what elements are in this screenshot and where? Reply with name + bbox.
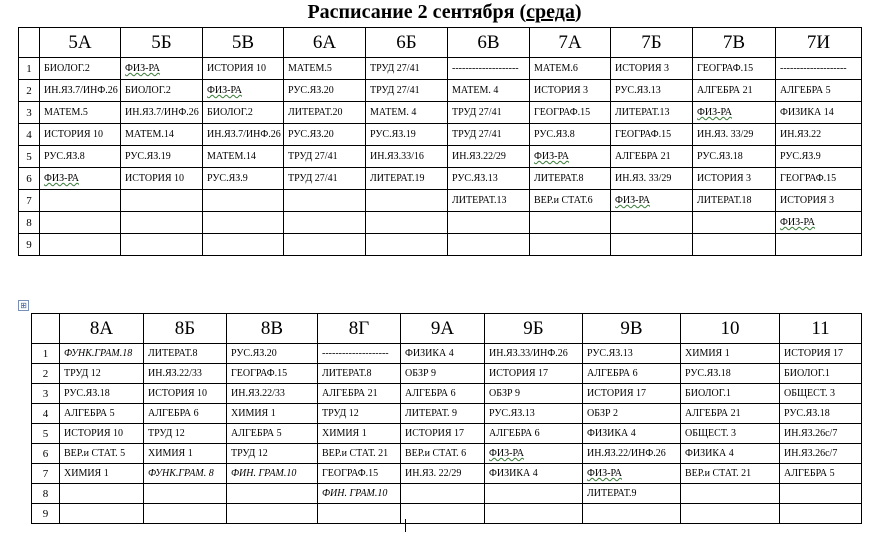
lesson-cell[interactable]: БИОЛОГ.2 [203, 102, 284, 124]
class-header-cell[interactable]: 6Б [366, 28, 448, 58]
lesson-row [32, 344, 862, 364]
lesson-cell[interactable]: ИН.ЯЗ.26с/7 [780, 444, 862, 464]
lesson-cell[interactable]: ЛИТЕРАТ.18 [693, 190, 776, 212]
lesson-cell[interactable] [284, 212, 366, 234]
lesson-cell[interactable]: РУС.ЯЗ.18 [780, 404, 862, 424]
lesson-cell[interactable] [60, 484, 144, 504]
lesson-cell[interactable]: ЛИТЕРАТ.13 [611, 102, 693, 124]
lesson-cell[interactable] [401, 504, 485, 524]
lesson-cell[interactable]: ОБЩЕСТ. 3 [780, 384, 862, 404]
lesson-cell[interactable]: ИСТОРИЯ 10 [121, 168, 203, 190]
lesson-cell[interactable]: ФУНК.ГРАМ. 8 [144, 464, 227, 484]
lesson-cell[interactable]: ИСТОРИЯ 3 [530, 80, 611, 102]
lesson-cell[interactable]: РУС.ЯЗ.18 [681, 364, 780, 384]
lesson-row [32, 444, 862, 464]
lesson-cell[interactable] [681, 504, 780, 524]
lesson-number-cell[interactable]: 4 [32, 404, 60, 424]
lesson-row [19, 212, 862, 234]
lesson-cell[interactable]: -------------------- [776, 58, 862, 80]
lesson-cell[interactable]: ИСТОРИЯ 17 [583, 384, 681, 404]
lesson-row [32, 484, 862, 504]
lesson-cell[interactable] [530, 212, 611, 234]
lesson-cell[interactable]: ОБЗР 9 [485, 384, 583, 404]
lesson-number-cell[interactable]: 3 [32, 384, 60, 404]
lesson-cell[interactable] [144, 504, 227, 524]
class-header-cell[interactable]: 10 [681, 314, 780, 344]
class-header-cell[interactable]: 7И [776, 28, 862, 58]
lesson-cell[interactable]: ФУНК.ГРАМ.18 [60, 344, 144, 364]
lesson-cell[interactable]: ГЕОГРАФ.15 [227, 364, 318, 384]
lesson-cell[interactable]: ГЕОГРАФ.15 [318, 464, 401, 484]
lesson-cell[interactable]: РУС.ЯЗ.20 [284, 80, 366, 102]
lesson-cell[interactable]: ФИЗ-РА [776, 212, 862, 234]
lesson-number-cell[interactable]: 5 [19, 146, 40, 168]
lesson-cell[interactable]: АЛГЕБРА 21 [318, 384, 401, 404]
lesson-cell[interactable]: РУС.ЯЗ.13 [583, 344, 681, 364]
lesson-cell[interactable]: ОБЗР 9 [401, 364, 485, 384]
lesson-cell[interactable] [693, 234, 776, 256]
lesson-cell[interactable]: МАТЕМ.5 [40, 102, 121, 124]
lesson-cell[interactable]: ИН.ЯЗ.22/ИНФ.26 [583, 444, 681, 464]
lesson-cell[interactable] [203, 212, 284, 234]
lesson-cell[interactable]: ИН.ЯЗ.33/ИНФ.26 [485, 344, 583, 364]
lesson-cell[interactable]: ФИЗ-РА [121, 58, 203, 80]
lesson-cell[interactable]: БИОЛОГ.1 [780, 364, 862, 384]
lesson-cell[interactable] [121, 234, 203, 256]
lesson-cell[interactable] [284, 190, 366, 212]
lesson-cell[interactable]: ИН.ЯЗ. 33/29 [611, 168, 693, 190]
text-cursor [405, 519, 406, 532]
lesson-cell[interactable] [448, 234, 530, 256]
lesson-cell[interactable] [121, 212, 203, 234]
lesson-cell[interactable]: РУС.ЯЗ.9 [776, 146, 862, 168]
lesson-cell[interactable] [284, 234, 366, 256]
lesson-cell[interactable] [776, 234, 862, 256]
lesson-number-cell[interactable]: 1 [19, 58, 40, 80]
lesson-cell[interactable]: ВЕР.и СТАТ. 6 [401, 444, 485, 464]
lesson-cell[interactable] [780, 484, 862, 504]
lesson-cell[interactable] [40, 234, 121, 256]
lesson-cell[interactable]: РУС.ЯЗ.20 [227, 344, 318, 364]
class-header-cell[interactable]: 9В [583, 314, 681, 344]
lesson-number-cell[interactable]: 5 [32, 424, 60, 444]
lesson-cell[interactable]: ЛИТЕРАТ.8 [318, 364, 401, 384]
lesson-cell[interactable]: ФИН. ГРАМ.10 [227, 464, 318, 484]
class-header-cell[interactable]: 7В [693, 28, 776, 58]
lesson-cell[interactable] [318, 504, 401, 524]
lesson-cell[interactable] [485, 484, 583, 504]
lesson-cell[interactable]: ИН.ЯЗ. 33/29 [693, 124, 776, 146]
lesson-number-cell[interactable]: 7 [32, 464, 60, 484]
lesson-number-cell[interactable]: 8 [19, 212, 40, 234]
lesson-cell[interactable]: ХИМИЯ 1 [60, 464, 144, 484]
corner-cell[interactable] [19, 28, 40, 58]
title-suffix: ) [574, 1, 582, 23]
lesson-cell[interactable]: ИН.ЯЗ. 22/29 [401, 464, 485, 484]
lesson-cell[interactable] [227, 484, 318, 504]
class-header-cell[interactable]: 8В [227, 314, 318, 344]
lesson-row [32, 424, 862, 444]
lesson-number-cell[interactable]: 6 [32, 444, 60, 464]
title-day: среда [526, 1, 575, 23]
lesson-cell[interactable]: ТРУД 12 [144, 424, 227, 444]
class-header-cell[interactable]: 6В [448, 28, 530, 58]
schedule-table-grades-8-11 [31, 313, 862, 524]
lesson-cell[interactable]: ГЕОГРАФ.15 [776, 168, 862, 190]
lesson-cell[interactable]: ЛИТЕРАТ.20 [284, 102, 366, 124]
class-header-cell[interactable]: 6А [284, 28, 366, 58]
lesson-cell[interactable]: АЛГЕБРА 6 [401, 384, 485, 404]
lesson-cell[interactable] [611, 212, 693, 234]
lesson-cell[interactable]: АЛГЕБРА 5 [776, 80, 862, 102]
class-header-cell[interactable]: 7А [530, 28, 611, 58]
lesson-row [32, 504, 862, 524]
lesson-cell[interactable] [681, 484, 780, 504]
lesson-cell[interactable] [780, 504, 862, 524]
lesson-cell[interactable]: ТРУД 27/41 [284, 168, 366, 190]
lesson-cell[interactable]: ИН.ЯЗ.7/ИНФ.26 [121, 102, 203, 124]
lesson-cell[interactable]: ВЕР.и СТАТ. 21 [681, 464, 780, 484]
lesson-cell[interactable]: ИН.ЯЗ.7/ИНФ.26 [40, 80, 121, 102]
lesson-cell[interactable] [485, 504, 583, 524]
lesson-cell[interactable] [583, 504, 681, 524]
lesson-cell[interactable] [366, 190, 448, 212]
lesson-cell[interactable]: РУС.ЯЗ.20 [284, 124, 366, 146]
lesson-cell[interactable]: ИН.ЯЗ.33/16 [366, 146, 448, 168]
class-header-row [32, 314, 862, 344]
lesson-cell[interactable]: ЛИТЕРАТ.19 [366, 168, 448, 190]
lesson-cell[interactable]: ИСТОРИЯ 10 [40, 124, 121, 146]
lesson-cell[interactable]: ХИМИЯ 1 [681, 344, 780, 364]
class-header-cell[interactable]: 7Б [611, 28, 693, 58]
lesson-cell[interactable] [611, 234, 693, 256]
lesson-cell[interactable] [366, 212, 448, 234]
lesson-cell[interactable]: ИСТОРИЯ 3 [611, 58, 693, 80]
lesson-cell[interactable]: ФИЗ-РА [530, 146, 611, 168]
lesson-cell[interactable]: ТРУД 27/41 [366, 80, 448, 102]
lesson-cell[interactable]: АЛГЕБРА 5 [60, 404, 144, 424]
lesson-cell[interactable]: ТРУД 12 [60, 364, 144, 384]
class-header-row [19, 28, 862, 58]
lesson-cell[interactable]: ФИЗ-РА [693, 102, 776, 124]
lesson-cell[interactable]: ФИЗИКА 4 [583, 424, 681, 444]
lesson-cell[interactable]: ИН.ЯЗ.26с/7 [780, 424, 862, 444]
lesson-cell[interactable]: МАТЕМ.6 [530, 58, 611, 80]
lesson-cell[interactable]: АЛГЕБРА 5 [780, 464, 862, 484]
lesson-cell[interactable]: МАТЕМ.5 [284, 58, 366, 80]
lesson-cell[interactable]: ФИЗ-РА [203, 80, 284, 102]
lesson-cell[interactable]: ОБЩЕСТ. 3 [681, 424, 780, 444]
lesson-row [32, 464, 862, 484]
lesson-number-cell[interactable]: 3 [19, 102, 40, 124]
lesson-cell[interactable]: ЛИТЕРАТ.9 [583, 484, 681, 504]
lesson-cell[interactable]: ГЕОГРАФ.15 [693, 58, 776, 80]
lesson-cell[interactable]: БИОЛОГ.1 [681, 384, 780, 404]
lesson-cell[interactable]: ЛИТЕРАТ. 9 [401, 404, 485, 424]
lesson-cell[interactable] [366, 234, 448, 256]
lesson-number-cell[interactable]: 8 [32, 484, 60, 504]
lesson-cell[interactable]: ИН.ЯЗ.22/33 [144, 364, 227, 384]
lesson-cell[interactable] [40, 190, 121, 212]
lesson-cell[interactable]: ЛИТЕРАТ.13 [448, 190, 530, 212]
lesson-row [19, 234, 862, 256]
lesson-cell[interactable]: ТРУД 12 [318, 404, 401, 424]
lesson-cell[interactable]: ФИЗ-РА [611, 190, 693, 212]
lesson-cell[interactable]: РУС.ЯЗ.18 [693, 146, 776, 168]
lesson-cell[interactable]: ХИМИЯ 1 [318, 424, 401, 444]
lesson-cell[interactable]: ИСТОРИЯ 3 [776, 190, 862, 212]
lesson-row [19, 146, 862, 168]
schedule-table-grades-5-7 [18, 27, 862, 256]
lesson-cell[interactable]: МАТЕМ. 4 [448, 80, 530, 102]
lesson-cell[interactable]: ГЕОГРАФ.15 [530, 102, 611, 124]
lesson-row [19, 190, 862, 212]
lesson-cell[interactable]: ИСТОРИЯ 17 [485, 364, 583, 384]
lesson-cell[interactable] [203, 234, 284, 256]
lesson-cell[interactable]: АЛГЕБРА 6 [144, 404, 227, 424]
lesson-cell[interactable]: РУС.ЯЗ.9 [203, 168, 284, 190]
lesson-cell[interactable]: -------------------- [448, 58, 530, 80]
lesson-cell[interactable]: ВЕР.и СТАТ.6 [530, 190, 611, 212]
lesson-cell[interactable]: ИСТОРИЯ 10 [144, 384, 227, 404]
lesson-number-cell[interactable]: 6 [19, 168, 40, 190]
lesson-cell[interactable]: РУС.ЯЗ.8 [530, 124, 611, 146]
lesson-cell[interactable]: -------------------- [318, 344, 401, 364]
class-header-cell[interactable]: 8Г [318, 314, 401, 344]
lesson-cell[interactable]: ТРУД 27/41 [284, 146, 366, 168]
lesson-row [32, 404, 862, 424]
lesson-cell[interactable]: ФИЗИКА 4 [681, 444, 780, 464]
lesson-cell[interactable]: ТРУД 27/41 [366, 58, 448, 80]
lesson-cell[interactable]: АЛГЕБРА 21 [611, 146, 693, 168]
table-move-handle-icon[interactable]: ⊞ [18, 300, 29, 311]
lesson-cell[interactable]: ФИЗ-РА [583, 464, 681, 484]
lesson-cell[interactable]: ФИЗ-РА [40, 168, 121, 190]
lesson-cell[interactable] [530, 234, 611, 256]
lesson-row [19, 58, 862, 80]
lesson-cell[interactable]: АЛГЕБРА 21 [681, 404, 780, 424]
lesson-cell[interactable]: ИН.ЯЗ.22 [776, 124, 862, 146]
lesson-cell[interactable] [60, 504, 144, 524]
lesson-cell[interactable]: БИОЛОГ.2 [40, 58, 121, 80]
lesson-cell[interactable]: РУС.ЯЗ.13 [485, 404, 583, 424]
lesson-cell[interactable]: ФИЗИКА 14 [776, 102, 862, 124]
lesson-cell[interactable]: ИН.ЯЗ.7/ИНФ.26 [203, 124, 284, 146]
lesson-cell[interactable]: БИОЛОГ.2 [121, 80, 203, 102]
lesson-cell[interactable]: ТРУД 27/41 [448, 124, 530, 146]
lesson-cell[interactable]: ЛИТЕРАТ.8 [530, 168, 611, 190]
lesson-cell[interactable]: ИСТОРИЯ 10 [60, 424, 144, 444]
lesson-cell[interactable]: ХИМИЯ 1 [227, 404, 318, 424]
title-prefix: Расписание 2 сентября ( [307, 1, 527, 23]
lesson-cell[interactable]: РУС.ЯЗ.18 [60, 384, 144, 404]
lesson-cell[interactable]: ТРУД 12 [227, 444, 318, 464]
lesson-cell[interactable]: ЛИТЕРАТ.8 [144, 344, 227, 364]
class-header-cell[interactable]: 5Б [121, 28, 203, 58]
lesson-cell[interactable]: ФИЗИКА 4 [401, 344, 485, 364]
lesson-cell[interactable]: АЛГЕБРА 6 [583, 364, 681, 384]
class-header-cell[interactable]: 9Б [485, 314, 583, 344]
lesson-cell[interactable]: ИСТОРИЯ 17 [780, 344, 862, 364]
lesson-cell[interactable]: ХИМИЯ 1 [144, 444, 227, 464]
lesson-cell[interactable] [693, 212, 776, 234]
class-header-cell[interactable]: 9А [401, 314, 485, 344]
lesson-cell[interactable] [203, 190, 284, 212]
class-header-cell[interactable]: 11 [780, 314, 862, 344]
lesson-number-cell[interactable]: 2 [32, 364, 60, 384]
lesson-cell[interactable]: АЛГЕБРА 6 [485, 424, 583, 444]
lesson-cell[interactable]: РУС.ЯЗ.19 [366, 124, 448, 146]
lesson-cell[interactable]: ВЕР.и СТАТ. 21 [318, 444, 401, 464]
lesson-cell[interactable]: МАТЕМ. 4 [366, 102, 448, 124]
class-header-cell[interactable]: 5А [40, 28, 121, 58]
lesson-cell[interactable]: ТРУД 27/41 [448, 102, 530, 124]
lesson-number-cell[interactable]: 1 [32, 344, 60, 364]
lesson-number-cell[interactable]: 4 [19, 124, 40, 146]
lesson-row [19, 168, 862, 190]
class-header-cell[interactable]: 8Б [144, 314, 227, 344]
lesson-number-cell[interactable]: 2 [19, 80, 40, 102]
lesson-cell[interactable] [40, 212, 121, 234]
lesson-number-cell[interactable]: 9 [32, 504, 60, 524]
lesson-number-cell[interactable]: 7 [19, 190, 40, 212]
lesson-cell[interactable]: РУС.ЯЗ.13 [448, 168, 530, 190]
lesson-number-cell[interactable]: 9 [19, 234, 40, 256]
lesson-cell[interactable]: ФИЗ-РА [485, 444, 583, 464]
lesson-cell[interactable]: АЛГЕБРА 21 [693, 80, 776, 102]
corner-cell[interactable] [32, 314, 60, 344]
lesson-row [19, 124, 862, 146]
class-header-cell[interactable]: 8А [60, 314, 144, 344]
lesson-cell[interactable]: ИСТОРИЯ 3 [693, 168, 776, 190]
lesson-cell[interactable]: АЛГЕБРА 5 [227, 424, 318, 444]
lesson-row [19, 102, 862, 124]
lesson-cell[interactable]: РУС.ЯЗ.13 [611, 80, 693, 102]
lesson-cell[interactable]: ИН.ЯЗ.22/33 [227, 384, 318, 404]
lesson-cell[interactable]: ВЕР.и СТАТ. 5 [60, 444, 144, 464]
class-header-cell[interactable]: 5В [203, 28, 284, 58]
lesson-cell[interactable]: РУС.ЯЗ.8 [40, 146, 121, 168]
lesson-cell[interactable] [448, 212, 530, 234]
lesson-cell[interactable]: РУС.ЯЗ.19 [121, 146, 203, 168]
lesson-row [32, 364, 862, 384]
page-title [0, 0, 889, 24]
lesson-cell[interactable] [121, 190, 203, 212]
lesson-cell[interactable]: МАТЕМ.14 [121, 124, 203, 146]
lesson-cell[interactable]: ИСТОРИЯ 17 [401, 424, 485, 444]
lesson-cell[interactable]: ИН.ЯЗ.22/29 [448, 146, 530, 168]
lesson-cell[interactable]: ОБЗР 2 [583, 404, 681, 424]
lesson-cell[interactable]: ГЕОГРАФ.15 [611, 124, 693, 146]
lesson-cell[interactable] [401, 484, 485, 504]
lesson-cell[interactable] [144, 484, 227, 504]
lesson-cell[interactable]: ИСТОРИЯ 10 [203, 58, 284, 80]
lesson-cell[interactable]: ФИН. ГРАМ.10 [318, 484, 401, 504]
lesson-row [19, 80, 862, 102]
lesson-cell[interactable]: ФИЗИКА 4 [485, 464, 583, 484]
lesson-cell[interactable]: МАТЕМ.14 [203, 146, 284, 168]
lesson-row [32, 384, 862, 404]
lesson-cell[interactable] [227, 504, 318, 524]
